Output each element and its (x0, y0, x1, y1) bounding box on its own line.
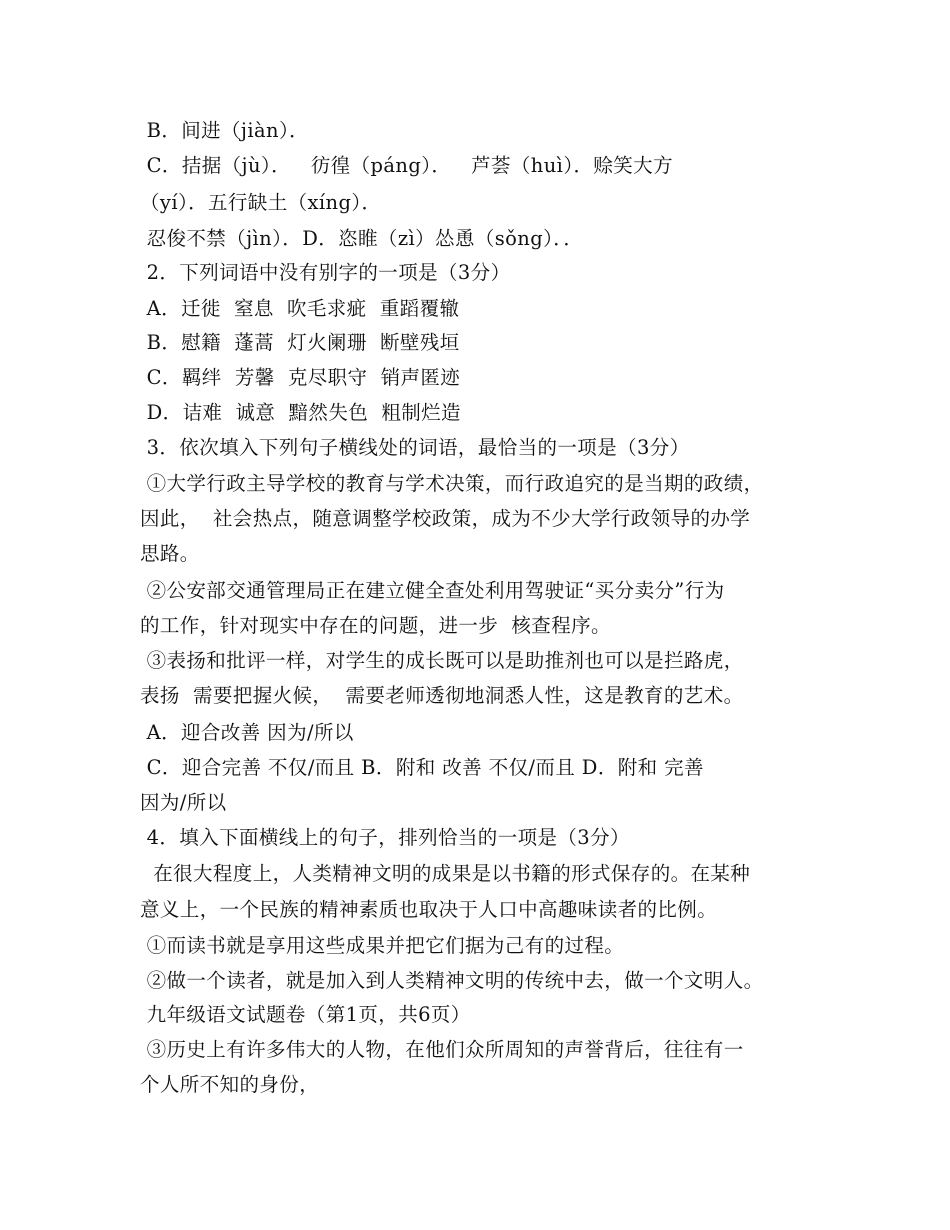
text-line-15: 的工作，针对现实中存在的问题，进一步 核查程序。 (140, 614, 611, 637)
text-line-27: ③历史上有许多伟大的人物，在他们众所周知的声誉背后，往往有一 (140, 1038, 744, 1061)
text-line-13: 思路。 (140, 542, 200, 565)
text-line-28: 个人所不知的身份， (140, 1073, 320, 1096)
text-line-2: C．拮据（jù）． 彷徨（páng）． 芦荟（huì）．赊笑大方 (140, 154, 673, 177)
text-line-24: ①而读书就是享用这些成果并把它们据为己有的过程。 (140, 934, 625, 957)
text-line-7: B．慰籍 蓬蒿 灯火阑珊 断壁残垣 (140, 331, 460, 354)
text-line-10: 3．依次填入下列句子横线处的词语，最恰当的一项是（3分） (140, 436, 690, 459)
text-line-4: 忍俊不禁（jìn）．D．恣睢（zì）怂恿（sǒng）．． (140, 227, 584, 250)
text-line-6: A．迁徙 窒息 吹毛求疵 重蹈覆辙 (140, 297, 460, 320)
page-footer-text: 九年级语文试题卷（第1页，共6页） (140, 1003, 471, 1026)
text-line-12: 因此， 社会热点，随意调整学校政策，成为不少大学行政领导的办学 (140, 507, 751, 530)
text-line-9: D．诘难 诚意 黯然失色 粗制烂造 (140, 401, 461, 424)
text-line-8: C．羁绊 芳馨 克尽职守 销声匿迹 (140, 366, 461, 389)
text-line-11: ①大学行政主导学校的教育与学术决策，而行政追究的是当期的政绩， (140, 472, 764, 495)
text-line-14: ②公安部交通管理局正在建立健全查处利用驾驶证“买分卖分”行为 (140, 579, 725, 602)
text-line-19: C．迎合完善 不仅/而且 B．附和 改善 不仅/而且 D．附和 完善 (140, 756, 704, 779)
text-line-5: 2．下列词语中没有别字的一项是（3分） (140, 261, 511, 284)
text-line-21: 4．填入下面横线上的句子，排列恰当的一项是（3分） (140, 826, 630, 849)
text-line-16: ③表扬和批评一样，对学生的成长既可以是助推剂也可以是拦路虎， (140, 649, 744, 672)
text-line-20: 因为/所以 (140, 791, 227, 814)
text-line-1: B．间进（jiàn）． (140, 119, 310, 142)
text-line-25: ②做一个读者，就是加入到人类精神文明的传统中去，做一个文明人。 (140, 969, 764, 992)
text-line-18: A．迎合改善 因为/所以 (140, 721, 354, 744)
text-line-3: （yí）．五行缺土（xíng）． (140, 191, 382, 214)
text-line-22: 在很大程度上，人类精神文明的成果是以书籍的形式保存的。在某种 (140, 862, 751, 885)
text-line-17: 表扬 需要把握火候， 需要老师透彻地洞悉人性，这是教育的艺术。 (140, 684, 744, 707)
text-line-23: 意义上，一个民族的精神素质也取决于人口中高趣味读者的比例。 (140, 898, 718, 921)
